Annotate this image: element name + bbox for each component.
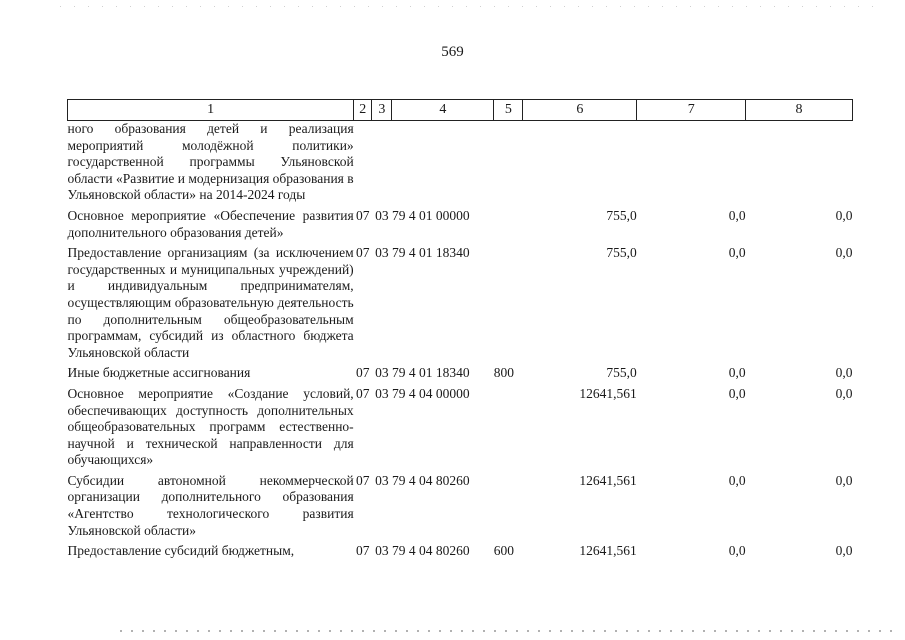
row-value-cell: 03 <box>375 385 389 401</box>
row-value-cell: 79 4 04 00000 <box>391 385 470 401</box>
column-header: 3 <box>372 100 392 121</box>
row-value-cell <box>354 121 372 204</box>
row-name-cell: Предоставление организациям (за исключением государственных и муниципальных учреждений) и индивидуальным предпринимателям, осуществляющим образовательную деятельность по дополнительным общеобразовательным программам, субсидий из областного бюджета Ульяновской области <box>67 245 354 360</box>
row-value-cell: 07 <box>355 385 370 401</box>
scan-artifact-top <box>60 6 880 7</box>
row-value-cell <box>494 241 523 361</box>
row-value-cell: 0,0 <box>728 385 746 401</box>
row-value-cell: 755,0 <box>606 207 637 223</box>
column-header: 1 <box>68 100 354 121</box>
row-value-cell: 03 <box>375 365 389 381</box>
row-value-cell <box>494 204 523 241</box>
column-header: 5 <box>494 100 523 121</box>
row-value-cell: 12641,561 <box>579 385 637 401</box>
row-value-cell <box>372 121 392 204</box>
row-value-cell <box>494 382 523 469</box>
row-name-cell: Субсидии автономной некоммерческой организации дополнительного образования «Агентство технологического развития Ульяновской области» <box>67 472 354 538</box>
column-header: 2 <box>354 100 372 121</box>
page-number: 569 <box>441 44 464 60</box>
row-value-cell <box>494 469 523 539</box>
table-row <box>68 241 853 361</box>
table-row <box>68 361 853 382</box>
budget-table <box>67 99 853 560</box>
column-header: 6 <box>523 100 637 121</box>
row-value-cell: 07 <box>355 207 370 223</box>
scan-artifact-bottom <box>120 630 900 632</box>
row-value-cell: 0,0 <box>835 543 853 559</box>
row-value-cell: 79 4 04 80260 <box>391 543 470 559</box>
row-value-cell: 12641,561 <box>579 472 637 488</box>
row-value-cell <box>746 121 853 204</box>
row-value-cell <box>494 121 523 204</box>
table-row <box>68 469 853 539</box>
row-value-cell: 0,0 <box>835 245 853 261</box>
row-value-cell: 0,0 <box>728 245 746 261</box>
column-header: 8 <box>746 100 853 121</box>
column-header: 4 <box>392 100 494 121</box>
row-value-cell: 0,0 <box>728 365 746 381</box>
row-name-cell: Предоставление субсидий бюджетным, <box>67 543 295 559</box>
column-header: 7 <box>637 100 746 121</box>
row-value-cell: 0,0 <box>835 365 853 381</box>
row-value-cell: 755,0 <box>606 245 637 261</box>
row-value-cell: 0,0 <box>728 472 746 488</box>
table-row <box>68 382 853 469</box>
table-row <box>68 539 853 560</box>
row-value-cell: 0,0 <box>728 207 746 223</box>
row-value-cell: 07 <box>355 365 370 381</box>
row-value-cell: 0,0 <box>835 472 853 488</box>
row-value-cell: 0,0 <box>835 385 853 401</box>
row-value-cell: 79 4 01 18340 <box>391 245 470 261</box>
row-value-cell: 03 <box>375 472 389 488</box>
row-name-cell: Иные бюджетные ассигнования <box>67 365 251 381</box>
row-value-cell: 600 <box>493 543 514 559</box>
row-value-cell: 0,0 <box>835 207 853 223</box>
row-value-cell <box>523 121 637 204</box>
table-row <box>68 121 853 204</box>
row-value-cell: 03 <box>375 207 389 223</box>
row-value-cell: 755,0 <box>606 365 637 381</box>
table-header-row <box>68 100 853 121</box>
row-value-cell: 07 <box>355 472 370 488</box>
row-name-cell: Основное мероприятие «Создание условий, обеспечивающих доступность дополнительных общеобразовательных программ естественно-научной и технической направленности для обучающихся» <box>67 385 354 468</box>
row-value-cell: 03 <box>375 543 389 559</box>
row-value-cell <box>392 121 494 204</box>
row-value-cell: 0,0 <box>728 543 746 559</box>
row-value-cell: 79 4 04 80260 <box>391 472 470 488</box>
row-value-cell <box>637 121 746 204</box>
row-name-cell: Основное мероприятие «Обеспечение развития дополнительного образования детей» <box>67 207 354 240</box>
row-value-cell: 03 <box>375 245 389 261</box>
row-name-cell: ного образования детей и реализация мероприятий молодёжной политики» государственной программы Ульяновской области «Развитие и модернизация образования в Ульяновской области» на 2014-2024 годы <box>67 121 354 203</box>
row-value-cell: 79 4 01 00000 <box>391 207 470 223</box>
row-value-cell: 12641,561 <box>579 543 637 559</box>
row-value-cell: 800 <box>493 365 514 381</box>
row-value-cell: 07 <box>355 543 370 559</box>
row-value-cell: 07 <box>355 245 370 261</box>
row-value-cell: 79 4 01 18340 <box>391 365 470 381</box>
table-row <box>68 204 853 241</box>
